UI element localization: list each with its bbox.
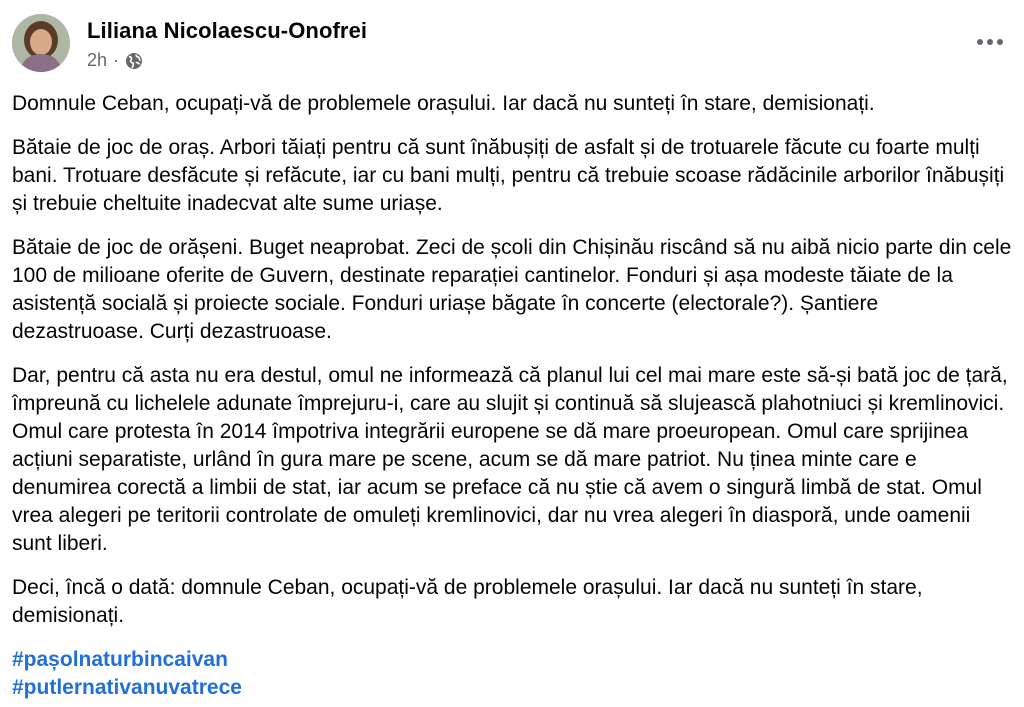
post-header: [12, 12, 1012, 76]
globe-icon[interactable]: [125, 52, 143, 70]
post-paragraph: Bătaie de joc de orășeni. Buget neaprobat. Zeci de școli din Chișinău riscând să nu aibă nicio parte din cele 100 de milioane oferite de Guvern, destinate reparației cantinelor. Fonduri și așa modeste tăiate de la asistență socială și proiecte sociale. Fonduri uriașe băgate în concerte (electorale?). Șantiere dezastruoase. Curți dezastruoase.: [12, 236, 1012, 343]
hashtag-link[interactable]: #pașolnaturbincaivan: [12, 648, 228, 671]
hashtag-list: [12, 646, 1012, 702]
post-meta: [87, 50, 143, 71]
post-paragraph: Bătaie de joc de oraș. Arbori tăiați pentru că sunt înăbușiți de asfalt și de trotuarele făcute cu foarte mulți bani. Trotuare desfăcute și refăcute, iar cu bani mulți, pentru că trebuie scoase rădăcinile arborilor înăbușiți și trebuie cheltuite inadecvat alte sume uriașe.: [12, 136, 1005, 215]
hashtag-link[interactable]: #putlernativanuvatrece: [12, 676, 242, 699]
more-dot: [987, 39, 993, 45]
more-dot: [997, 39, 1003, 45]
meta-separator: ·: [113, 50, 120, 70]
post-time[interactable]: 2h: [87, 50, 108, 70]
more-dot: [977, 39, 983, 45]
author-avatar[interactable]: [12, 14, 70, 72]
avatar-image: [12, 14, 70, 72]
post-paragraph: Domnule Ceban, ocupați-vă de problemele orașului. Iar dacă nu sunteți în stare, demisionați.: [12, 92, 875, 115]
post-body: [12, 90, 1012, 702]
post-paragraph: Dar, pentru că asta nu era destul, omul ne informează că planul lui cel mai mare este să-și bată joc de țară, împreună cu lichelele adunate împrejuru-i, care au slujit și continuă să slujească plahotniuci și kremlinovici. Omul care protesta în 2014 împotriva integrării europene se dă mare proeuropean. Omul care sprijinea acțiuni separatiste, urlând în gura mare pe scene, acum se dă mare patriot. Nu ținea minte care e denumirea corectă a limbii de stat, iar acum se preface că nu știe că avem o singură limbă de stat. Omul vrea alegeri pe teritorii controlate de omuleți kremlinovici, dar nu vrea alegeri în diasporă, unde oamenii sunt liberi.: [12, 364, 1008, 555]
author-name[interactable]: Liliana Nicolaescu-Onofrei: [87, 18, 368, 43]
more-options-icon[interactable]: [972, 30, 1008, 54]
post-paragraph: Deci, încă o dată: domnule Ceban, ocupați-vă de problemele orașului. Iar dacă nu sunteți în stare, demisionați.: [12, 576, 923, 627]
